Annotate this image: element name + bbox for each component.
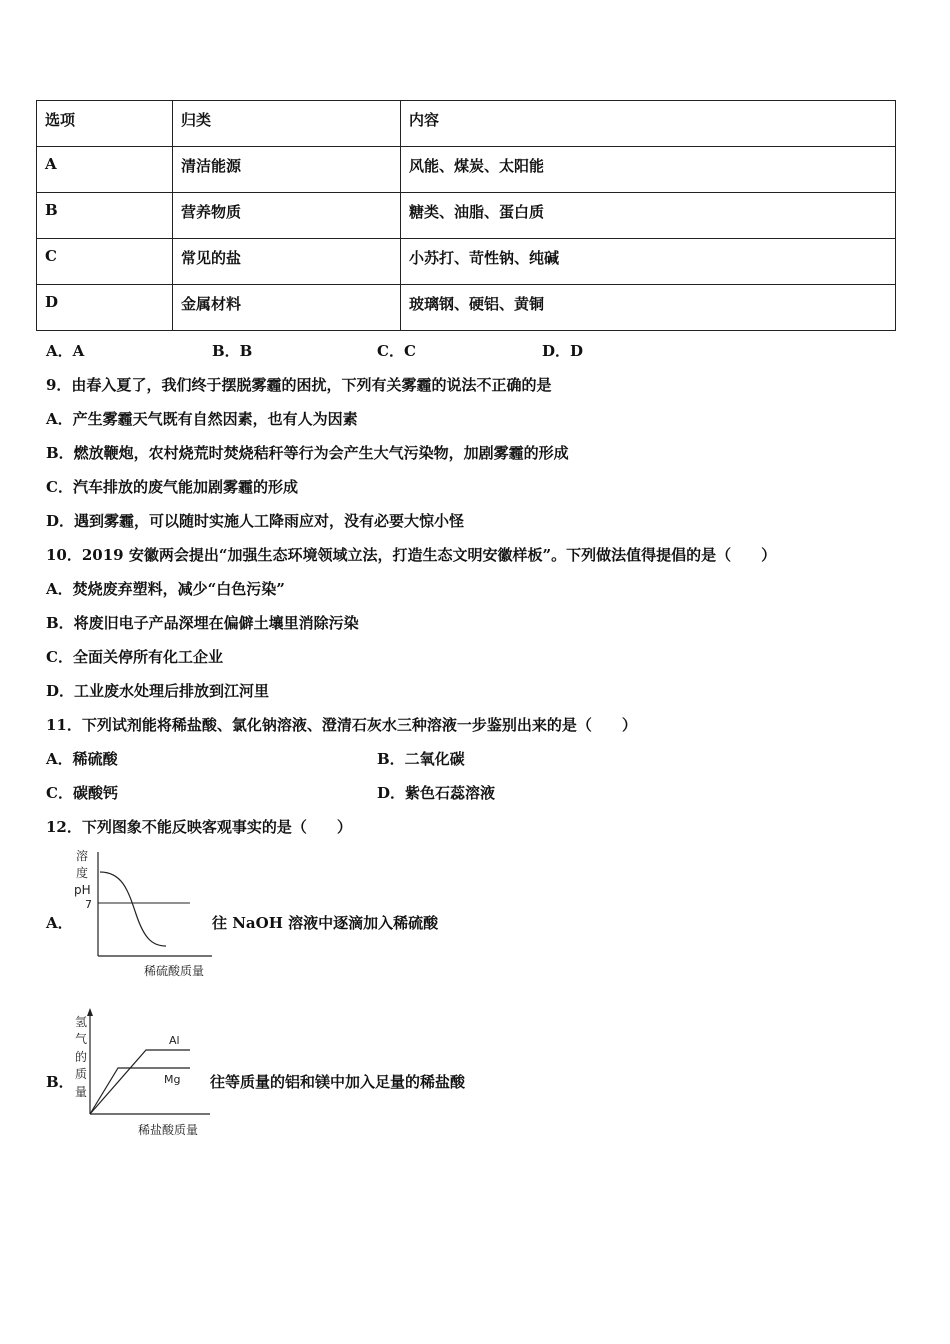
graph-b-ylabel-char: 质 — [75, 1067, 88, 1081]
q9-option-b: B．燃放鞭炮，农村烧荒时焚烧秸秆等行为会产生大气污染物，加剧雾霾的形成 — [46, 444, 569, 462]
table-cell: 营养物质 — [173, 193, 401, 239]
table-row — [37, 147, 896, 193]
graph-b-xlabel: 稀盐酸质量 — [138, 1123, 199, 1137]
q10-option-a: A．焚烧废弃塑料，减少“白色污染” — [46, 580, 285, 598]
hydrogen-mass-graph — [70, 1008, 215, 1142]
al-series-label: Al — [169, 1034, 180, 1047]
graph-b-ylabel-char: 气 — [75, 1032, 88, 1046]
table-cell: 风能、煤炭、太阳能 — [401, 147, 896, 193]
classification-table — [36, 100, 896, 331]
q11-stem: 11．下列试剂能将稀盐酸、氯化钠溶液、澄清石灰水三种溶液一步鉴别出来的是（ ） — [46, 716, 637, 734]
ph-curve — [100, 872, 166, 946]
q8-option-a: A．A — [46, 342, 85, 360]
q12-option-b-label: B． — [46, 1073, 74, 1091]
mg-series-label: Mg — [164, 1073, 181, 1086]
q11-option-c: C．碳酸钙 — [46, 784, 118, 802]
q12-option-a-label: A． — [46, 914, 73, 932]
table-cell: B — [37, 193, 173, 239]
graph-a-ylabel-char: 溶 — [76, 849, 89, 863]
q10-option-b: B．将废旧电子产品深埋在偏僻土壤里消除污染 — [46, 614, 359, 632]
table-cell: 常见的盐 — [173, 239, 401, 285]
q8-option-b: B．B — [212, 342, 253, 360]
q9-option-a: A．产生雾霾天气既有自然因素，也有人为因素 — [46, 410, 358, 428]
table-cell: 金属材料 — [173, 285, 401, 331]
table-cell: 糖类、油脂、蛋白质 — [401, 193, 896, 239]
q12-option-a-desc: 往 NaOH 溶液中逐滴加入稀硫酸 — [212, 914, 439, 932]
table-cell: 玻璃钢、硬铝、黄铜 — [401, 285, 896, 331]
graph-a-ylabel-char: 度 — [76, 866, 89, 880]
q11-option-a: A．稀硫酸 — [46, 750, 118, 768]
q11-option-d: D．紫色石蕊溶液 — [377, 784, 496, 802]
q10-option-c: C．全面关停所有化工企业 — [46, 648, 223, 666]
graph-b-ylabel-char: 量 — [75, 1085, 88, 1099]
q10-stem: 10．2019 安徽两会提出“加强生态环境领域立法，打造生态文明安徽样板”。下列做法值得提倡的是（ ） — [46, 546, 777, 564]
graph-a-ylabel-char: pH — [74, 883, 91, 897]
table-cell: C — [37, 239, 173, 285]
q9-option-c: C．汽车排放的废气能加剧雾霾的形成 — [46, 478, 298, 496]
q8-option-c: C．C — [377, 342, 416, 360]
header-cell: 选项 — [37, 101, 173, 147]
table-cell: 小苏打、苛性钠、纯碱 — [401, 239, 896, 285]
table-header-row — [37, 101, 896, 147]
q9-stem: 9．由春入夏了，我们终于摆脱雾霾的困扰，下列有关雾霾的说法不正确的是 — [46, 376, 552, 394]
table-cell: A — [37, 147, 173, 193]
table-row — [37, 193, 896, 239]
table-row — [37, 285, 896, 331]
y-axis-arrow — [87, 1008, 93, 1016]
table-cell: 清洁能源 — [173, 147, 401, 193]
header-cell: 归类 — [173, 101, 401, 147]
q8-option-d: D．D — [542, 342, 584, 360]
header-cell: 内容 — [401, 101, 896, 147]
q12-stem: 12．下列图象不能反映客观事实的是（ ） — [46, 818, 352, 836]
q9-option-d: D．遇到雾霾，可以随时实施人工降雨应对，没有必要大惊小怪 — [46, 512, 465, 530]
q12-option-b-desc: 往等质量的铝和镁中加入足量的稀盐酸 — [210, 1073, 466, 1091]
q11-option-b: B．二氧化碳 — [377, 750, 465, 768]
q10-option-d: D．工业废水处理后排放到江河里 — [46, 682, 270, 700]
table-row — [37, 239, 896, 285]
table-cell: D — [37, 285, 173, 331]
graph-b-ylabel-char: 的 — [75, 1050, 88, 1064]
ph-curve-graph — [70, 846, 215, 980]
graph-a-xlabel: 稀硫酸质量 — [144, 964, 205, 978]
graph-b-ylabel-char: 氢 — [75, 1015, 88, 1029]
ph-7-tick-label: 7 — [85, 898, 92, 911]
